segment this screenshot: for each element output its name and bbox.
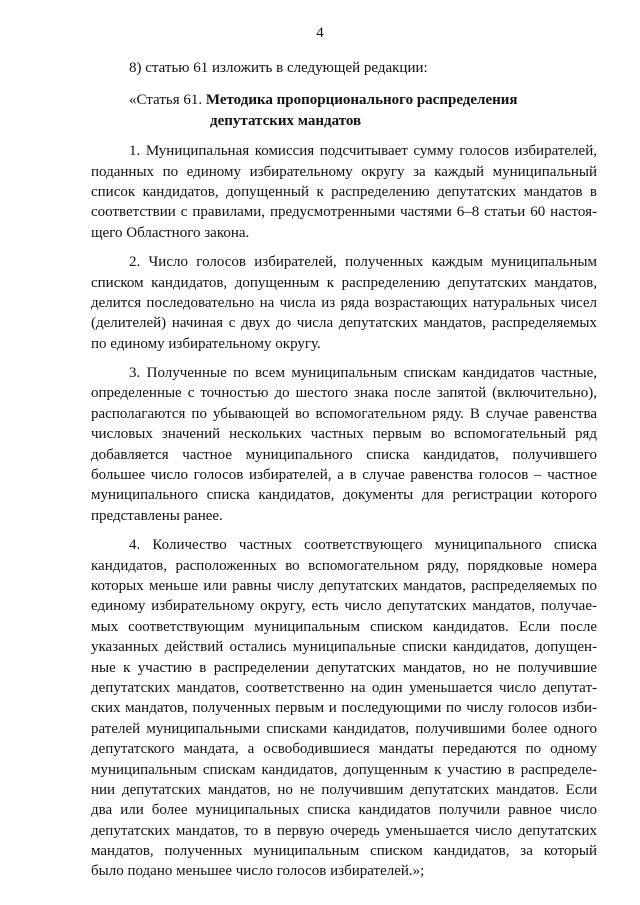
paragraph-line: ских мандатов, полученных первым и последующими по числу голосов изби- bbox=[91, 700, 597, 717]
paragraph-line: нии депутатских мандатов, но не получившим депутатских мандатов. Если bbox=[91, 781, 597, 798]
paragraph-line: поданных по единому избирательному округу за каждый муниципальный bbox=[91, 163, 597, 180]
article-heading bbox=[91, 90, 597, 131]
paragraph-1 bbox=[91, 141, 597, 243]
paragraph-line: указанных действий остались муниципальные списки кандидатов, допущен- bbox=[91, 639, 597, 656]
paragraph-line: было подано меньшее число голосов избирателей.»; bbox=[91, 863, 425, 880]
paragraph-line: большее число голосов избирателей, а в случае равенства голосов – частное bbox=[91, 467, 597, 484]
amendment-intro: 8) статью 61 изложить в следующей редакции: bbox=[129, 60, 428, 76]
paragraph-2 bbox=[91, 252, 597, 354]
paragraph-line: рателей муниципальными списками кандидатов, получившими более одного bbox=[91, 720, 597, 737]
paragraph-3 bbox=[91, 363, 597, 526]
paragraph-4 bbox=[91, 535, 597, 882]
article-prefix: «Статья 61. bbox=[129, 92, 203, 109]
paragraph-line: депутатских мандатов, то в первую очередь уменьшается число депутатских bbox=[91, 822, 597, 839]
paragraph-line: делится последовательно на числа из ряда возрастающих натуральных чисел bbox=[91, 294, 597, 311]
paragraph-line: два или более муниципальных списка кандидатов получили равное число bbox=[91, 802, 597, 819]
paragraph-line: 4. Количество частных соответствующего муниципального списка bbox=[129, 537, 597, 554]
paragraph-line: располагаются по убывающей во вспомогательном ряду. В случае равенства bbox=[91, 405, 597, 422]
paragraph-line: списком кандидатов, допущенным к распределению депутатских мандатов, bbox=[91, 274, 597, 291]
paragraph-line: мандатов, полученных муниципальным списком кандидатов, за который bbox=[91, 843, 597, 860]
paragraph-line: мых соответствующим муниципальным списком кандидатов. Если после bbox=[91, 618, 597, 635]
article-title-part1: Методика пропорционального распределения bbox=[205, 92, 518, 109]
paragraph-line: муниципальным спискам кандидатов, допущенным к участию в распределе- bbox=[91, 761, 597, 778]
paragraph-line: депутатского мандата, а освободившиеся мандаты передаются по одному bbox=[91, 741, 597, 758]
paragraph-line: соответствии с правилами, предусмотренными частями 6–8 статьи 60 настоя- bbox=[91, 204, 597, 221]
paragraph-line: муниципального списка кандидатов, документы для регистрации которого bbox=[91, 487, 597, 504]
page-number: 4 bbox=[316, 25, 324, 41]
paragraph-line: ные к участию в распределении депутатских мандатов, но не получившие bbox=[91, 659, 597, 676]
paragraph-line: определенные с точностью до шестого знака после запятой (включительно), bbox=[91, 385, 597, 402]
paragraph-line: (делителей) начиная с двух до числа депутатских мандатов, распределяемых bbox=[91, 315, 597, 332]
paragraph-line: список кандидатов, допущенный к распределению депутатских мандатов в bbox=[91, 183, 597, 200]
paragraph-line: представлены ранее. bbox=[91, 507, 223, 524]
article-heading-line1 bbox=[91, 90, 597, 110]
paragraph-line: депутатских мандатов, соответственно на один уменьшается число депутат- bbox=[91, 679, 597, 696]
paragraph-line: 1. Муниципальная комиссия подсчитывает сумму голосов избирателей, bbox=[129, 143, 597, 160]
paragraph-line: 3. Полученные по всем муниципальным спискам кандидатов частные, bbox=[129, 365, 597, 382]
article-title-part2: депутатских мандатов bbox=[210, 112, 362, 129]
paragraph-line: числовых значений нескольких частных первым во вспомогательный ряд bbox=[91, 426, 597, 443]
document-body bbox=[91, 58, 597, 891]
paragraph-line: которых меньше или равны числу депутатских мандатов, распределяемых по bbox=[91, 577, 597, 594]
paragraph-line: щего Областного закона. bbox=[91, 224, 250, 241]
paragraph-line: 2. Число голосов избирателей, полученных каждым муниципальным bbox=[129, 254, 597, 271]
paragraph-line: кандидатов, расположенных во вспомогательном ряду, порядковые номера bbox=[91, 557, 597, 574]
paragraph-line: по единому избирательному округу. bbox=[91, 335, 321, 352]
paragraph-line: единому избирательному округу, есть число депутатских мандатов, получае- bbox=[91, 598, 597, 615]
paragraph-line: добавляется частное муниципального списка кандидатов, получившего bbox=[91, 446, 597, 463]
